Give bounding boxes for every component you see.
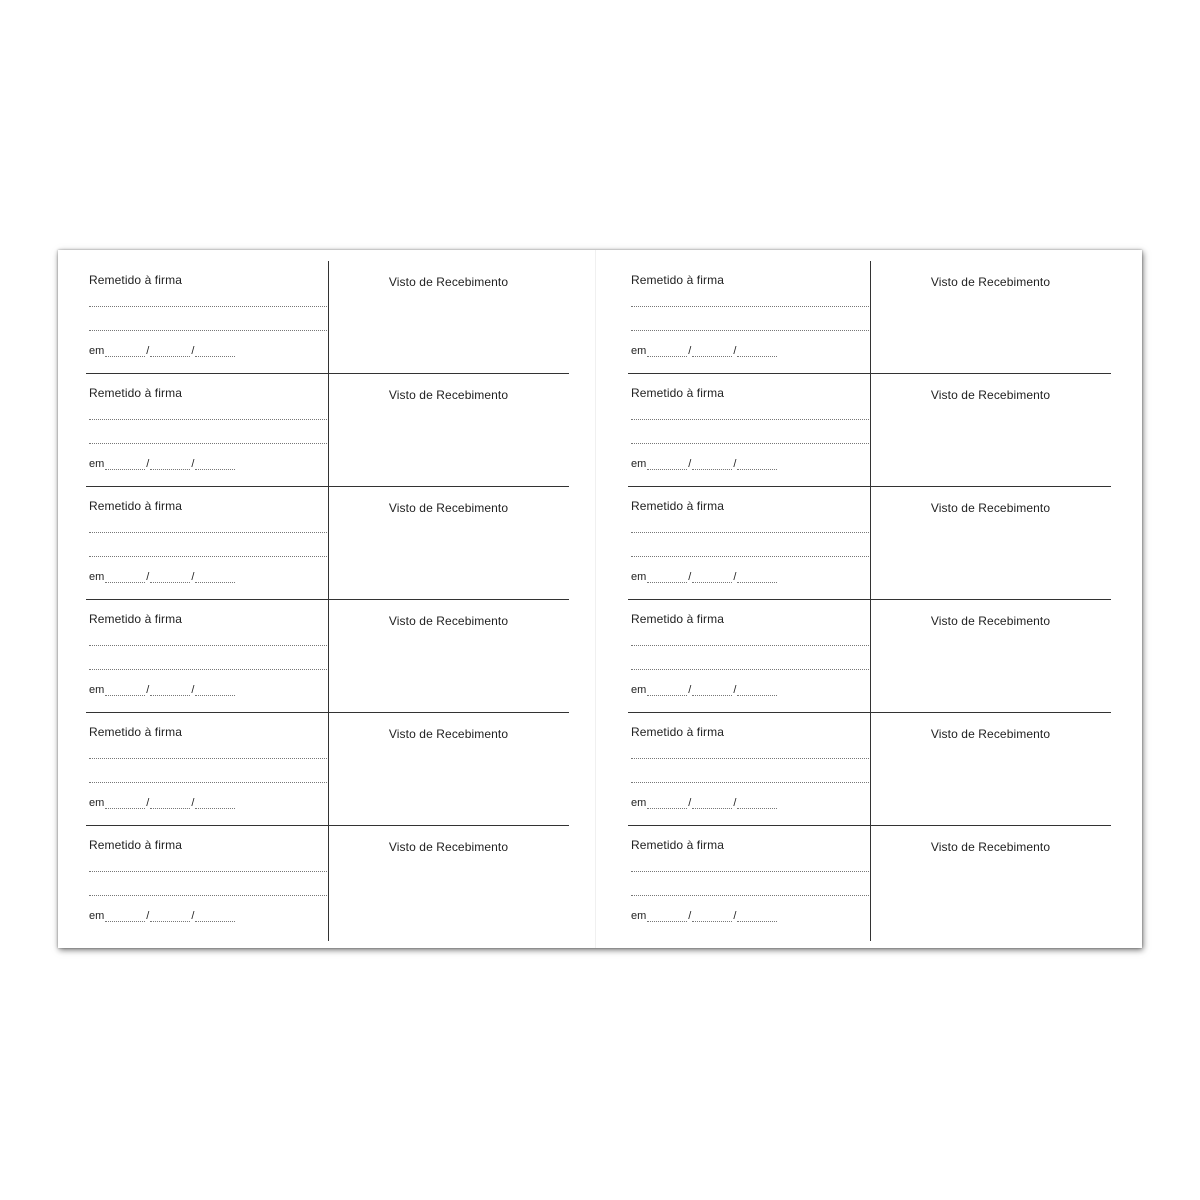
- form-entry-block: [86, 600, 569, 713]
- date-separator: /: [146, 571, 150, 583]
- date-day-blank[interactable]: [105, 459, 145, 470]
- firm-name-line[interactable]: [631, 556, 869, 557]
- firm-name-line[interactable]: [89, 532, 327, 533]
- date-month-blank[interactable]: [692, 572, 732, 583]
- visto-label: Visto de Recebimento: [930, 614, 1051, 628]
- date-separator: /: [733, 684, 737, 696]
- date-separator: /: [733, 458, 737, 470]
- date-separator: /: [733, 345, 737, 357]
- date-year-blank[interactable]: [195, 346, 235, 357]
- remetido-label: Remetido à firma: [631, 386, 724, 400]
- visto-label: Visto de Recebimento: [388, 614, 509, 628]
- date-day-blank[interactable]: [647, 459, 687, 470]
- date-separator: /: [688, 797, 692, 809]
- date-year-blank[interactable]: [737, 911, 777, 922]
- form-entry-block: [628, 826, 1111, 939]
- visto-label: Visto de Recebimento: [388, 388, 509, 402]
- firm-name-line[interactable]: [89, 895, 327, 896]
- visto-label: Visto de Recebimento: [930, 388, 1051, 402]
- date-field: [89, 797, 236, 809]
- date-field: [631, 910, 778, 922]
- date-separator: /: [146, 345, 150, 357]
- firm-name-line[interactable]: [631, 306, 869, 307]
- right-page: [628, 261, 1111, 941]
- form-entry-block: [628, 713, 1111, 826]
- form-entry-block: [86, 487, 569, 600]
- visto-label: Visto de Recebimento: [930, 501, 1051, 515]
- date-separator: /: [146, 910, 150, 922]
- date-separator: /: [688, 571, 692, 583]
- date-separator: /: [733, 797, 737, 809]
- firm-name-line[interactable]: [89, 330, 327, 331]
- date-separator: /: [191, 910, 195, 922]
- form-entry-block: [86, 374, 569, 487]
- remetido-label: Remetido à firma: [89, 499, 182, 513]
- firm-name-line[interactable]: [89, 306, 327, 307]
- date-year-blank[interactable]: [737, 572, 777, 583]
- date-day-blank[interactable]: [105, 685, 145, 696]
- left-page: [86, 261, 569, 941]
- date-day-blank[interactable]: [105, 798, 145, 809]
- date-prefix: em: [89, 910, 105, 922]
- date-field: [631, 571, 778, 583]
- form-entry-block: [86, 261, 569, 374]
- date-day-blank[interactable]: [647, 346, 687, 357]
- firm-name-line[interactable]: [89, 871, 327, 872]
- visto-label: Visto de Recebimento: [388, 840, 509, 854]
- visto-label: Visto de Recebimento: [388, 275, 509, 289]
- date-month-blank[interactable]: [692, 459, 732, 470]
- date-separator: /: [688, 684, 692, 696]
- date-month-blank[interactable]: [692, 798, 732, 809]
- remetido-label: Remetido à firma: [89, 612, 182, 626]
- date-separator: /: [191, 458, 195, 470]
- visto-label: Visto de Recebimento: [930, 840, 1051, 854]
- firm-name-line[interactable]: [631, 532, 869, 533]
- date-separator: /: [191, 571, 195, 583]
- firm-name-line[interactable]: [89, 443, 327, 444]
- date-separator: /: [146, 684, 150, 696]
- firm-name-line[interactable]: [631, 645, 869, 646]
- date-month-blank[interactable]: [692, 685, 732, 696]
- date-field: [89, 910, 236, 922]
- date-prefix: em: [631, 684, 647, 696]
- remetido-label: Remetido à firma: [631, 838, 724, 852]
- date-month-blank[interactable]: [150, 685, 190, 696]
- date-day-blank[interactable]: [105, 911, 145, 922]
- remetido-label: Remetido à firma: [89, 725, 182, 739]
- firm-name-line[interactable]: [89, 419, 327, 420]
- firm-name-line[interactable]: [631, 419, 869, 420]
- date-field: [631, 797, 778, 809]
- date-separator: /: [146, 458, 150, 470]
- date-year-blank[interactable]: [737, 798, 777, 809]
- visto-label: Visto de Recebimento: [930, 275, 1051, 289]
- date-prefix: em: [631, 797, 647, 809]
- date-field: [631, 458, 778, 470]
- date-year-blank[interactable]: [737, 346, 777, 357]
- form-sheet: [58, 250, 1142, 948]
- form-entry-block: [628, 261, 1111, 374]
- date-separator: /: [733, 571, 737, 583]
- date-year-blank[interactable]: [195, 459, 235, 470]
- date-separator: /: [191, 684, 195, 696]
- firm-name-line[interactable]: [631, 782, 869, 783]
- date-day-blank[interactable]: [647, 798, 687, 809]
- date-field: [631, 684, 778, 696]
- form-entry-block: [628, 600, 1111, 713]
- date-prefix: em: [631, 458, 647, 470]
- date-prefix: em: [89, 684, 105, 696]
- date-field: [89, 684, 236, 696]
- remetido-label: Remetido à firma: [89, 838, 182, 852]
- date-prefix: em: [631, 345, 647, 357]
- date-day-blank[interactable]: [105, 572, 145, 583]
- date-separator: /: [688, 458, 692, 470]
- date-month-blank[interactable]: [150, 459, 190, 470]
- date-prefix: em: [631, 571, 647, 583]
- firm-name-line[interactable]: [89, 645, 327, 646]
- form-entry-block: [86, 713, 569, 826]
- firm-name-line[interactable]: [89, 782, 327, 783]
- date-field: [89, 571, 236, 583]
- firm-name-line[interactable]: [631, 443, 869, 444]
- remetido-label: Remetido à firma: [631, 725, 724, 739]
- date-prefix: em: [89, 797, 105, 809]
- date-field: [631, 345, 778, 357]
- date-year-blank[interactable]: [195, 572, 235, 583]
- date-month-blank[interactable]: [150, 798, 190, 809]
- date-separator: /: [146, 797, 150, 809]
- page-fold: [595, 250, 596, 948]
- firm-name-line[interactable]: [631, 871, 869, 872]
- date-year-blank[interactable]: [195, 911, 235, 922]
- date-year-blank[interactable]: [737, 459, 777, 470]
- firm-name-line[interactable]: [89, 758, 327, 759]
- date-year-blank[interactable]: [737, 685, 777, 696]
- date-prefix: em: [89, 345, 105, 357]
- firm-name-line[interactable]: [631, 758, 869, 759]
- date-separator: /: [688, 910, 692, 922]
- date-field: [89, 345, 236, 357]
- date-day-blank[interactable]: [647, 911, 687, 922]
- firm-name-line[interactable]: [89, 669, 327, 670]
- visto-label: Visto de Recebimento: [388, 727, 509, 741]
- remetido-label: Remetido à firma: [631, 612, 724, 626]
- firm-name-line[interactable]: [631, 669, 869, 670]
- date-field: [89, 458, 236, 470]
- date-month-blank[interactable]: [150, 911, 190, 922]
- date-month-blank[interactable]: [692, 346, 732, 357]
- remetido-label: Remetido à firma: [89, 386, 182, 400]
- firm-name-line[interactable]: [631, 330, 869, 331]
- date-month-blank[interactable]: [150, 346, 190, 357]
- date-day-blank[interactable]: [647, 572, 687, 583]
- remetido-label: Remetido à firma: [631, 273, 724, 287]
- visto-label: Visto de Recebimento: [388, 501, 509, 515]
- form-entry-block: [628, 374, 1111, 487]
- date-year-blank[interactable]: [195, 685, 235, 696]
- date-day-blank[interactable]: [647, 685, 687, 696]
- date-month-blank[interactable]: [692, 911, 732, 922]
- date-prefix: em: [631, 910, 647, 922]
- firm-name-line[interactable]: [89, 556, 327, 557]
- firm-name-line[interactable]: [631, 895, 869, 896]
- visto-label: Visto de Recebimento: [930, 727, 1051, 741]
- remetido-label: Remetido à firma: [631, 499, 724, 513]
- date-separator: /: [191, 797, 195, 809]
- date-prefix: em: [89, 458, 105, 470]
- date-prefix: em: [89, 571, 105, 583]
- date-separator: /: [733, 910, 737, 922]
- date-day-blank[interactable]: [105, 346, 145, 357]
- remetido-label: Remetido à firma: [89, 273, 182, 287]
- form-entry-block: [628, 487, 1111, 600]
- form-entry-block: [86, 826, 569, 939]
- date-month-blank[interactable]: [150, 572, 190, 583]
- date-separator: /: [688, 345, 692, 357]
- date-year-blank[interactable]: [195, 798, 235, 809]
- date-separator: /: [191, 345, 195, 357]
